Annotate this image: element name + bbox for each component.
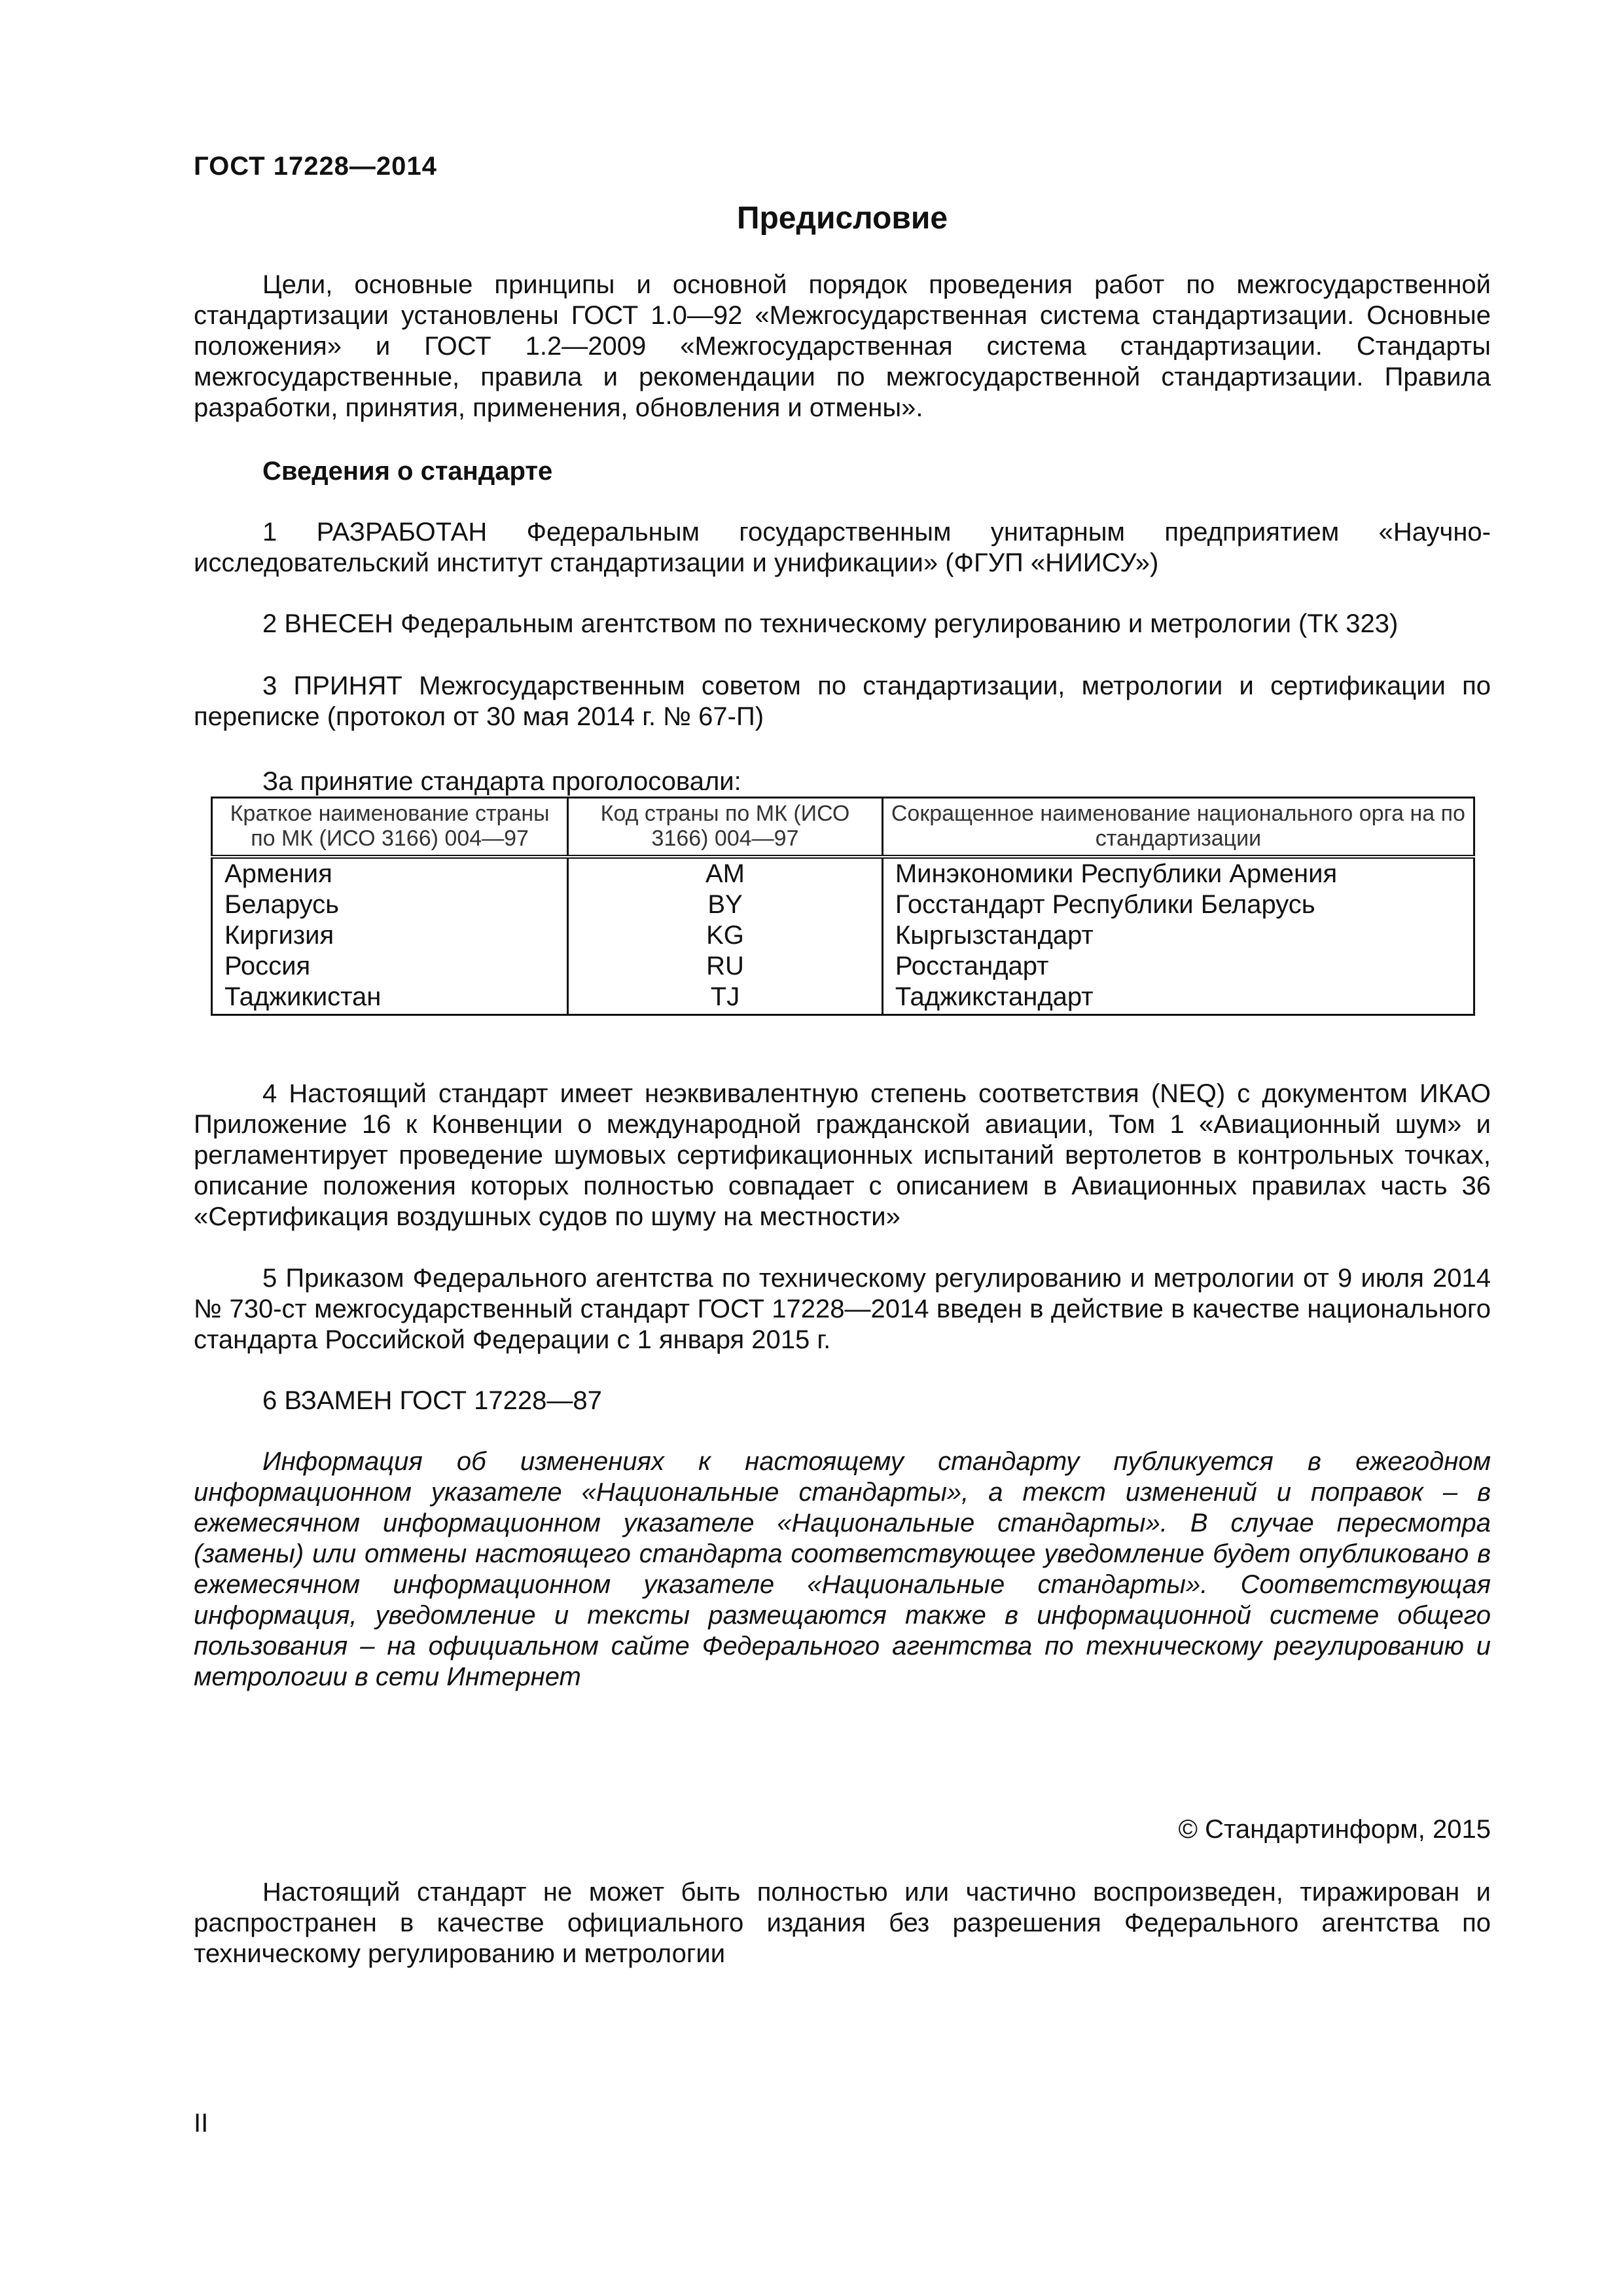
intro-paragraph: Цели, основные принципы и основной порядок проведения работ по межгосударственной стандартизации установлены ГОСТ 1.0—92 «Межгосударственная система стандартизации. Основные положения» и ГОСТ 1.2—2009 «Межгосударственная система стандартизации. Стандарты межгосударственные, правила и рекомендации по межгосударственной стандартизации. Правила разработки, принятия, применения, обновления и отмены». bbox=[194, 270, 1491, 422]
table-row bbox=[212, 889, 1474, 920]
country-code: AM bbox=[568, 857, 883, 889]
country-name: Россия bbox=[212, 951, 568, 982]
page-title: Предисловие bbox=[736, 201, 948, 236]
table-row bbox=[212, 920, 1474, 951]
item-developed: 1 РАЗРАБОТАН Федеральным государственным унитарным предприятием «Научно-исследовательский институт стандартизации и унификации» (ФГУП «НИИСУ») bbox=[194, 518, 1491, 577]
item-adopted: 3 ПРИНЯТ Межгосударственным советом по стандартизации, метрологии и сертификации по переписке (протокол от 30 мая 2014 г. № 67-П) bbox=[194, 672, 1491, 731]
vote-caption: За принятие стандарта проголосовали: bbox=[262, 767, 741, 796]
standards-body: Госстандарт Республики Беларусь bbox=[882, 889, 1474, 920]
country-name: Киргизия bbox=[212, 920, 568, 951]
copyright: © Стандартинформ, 2015 bbox=[1178, 1815, 1491, 1844]
header-country-name: Краткое наименование страны по МК (ИСО 3166) 004—97 bbox=[212, 798, 568, 857]
standards-body: Таджикстандарт bbox=[882, 982, 1474, 1015]
country-code: TJ bbox=[568, 982, 883, 1015]
country-code: RU bbox=[568, 951, 883, 982]
standard-info-heading: Сведения о стандарте bbox=[262, 457, 553, 486]
item-equivalence: 4 Настоящий стандарт имеет неэквивалентную степень соответствия (NEQ) с документом ИКАО Приложение 16 к Конвенции о международной гражданской авиации, Том 1 «Авиационный шум» и регламентирует проведение шумовых сертификационных испытаний вертолетов в контрольных точках, описание положения которых полностью совпадает с описанием в Авиационных правилах часть 36 «Сертификация воздушных судов по шуму на местности» bbox=[194, 1079, 1491, 1231]
standards-body: Минэкономики Республики Армения bbox=[882, 857, 1474, 889]
vote-table-header-row bbox=[212, 798, 1474, 857]
country-name: Таджикистан bbox=[212, 982, 568, 1015]
change-info-notice: Информация об изменениях к настоящему стандарту публикуется в ежегодном информационном указателе «Национальные стандарты», а текст изменений и поправок – в ежемесячном информационном указателе «Национальные стандарты». В случае пересмотра (замены) или отмены настоящего стандарта соответствующее уведомление будет опубликовано в ежемесячном информационном указателе «Национальные стандарты». Соответствующая информация, уведомление и тексты размещаются также в информационной системе общего пользования – на официальном сайте Федерального агентства по техническому регулированию и метрологии в сети Интернет bbox=[194, 1447, 1491, 1691]
document-code: ГОСТ 17228—2014 bbox=[194, 152, 437, 181]
item-replaces: 6 ВЗАМЕН ГОСТ 17228—87 bbox=[262, 1386, 602, 1415]
standards-body: Кыргызстандарт bbox=[882, 920, 1474, 951]
vote-table bbox=[211, 797, 1475, 1016]
standards-body: Росстандарт bbox=[882, 951, 1474, 982]
header-standards-body: Сокращенное наименование национального орга на по стандартизации bbox=[882, 798, 1474, 857]
header-country-code: Код страны по МК (ИСО 3166) 004—97 bbox=[568, 798, 883, 857]
table-row bbox=[212, 857, 1474, 889]
item-order: 5 Приказом Федерального агентства по техническому регулированию и метрологии от 9 июля 2014 № 730-ст межгосударственный стандарт ГОСТ 17228—2014 введен в действие в качестве национального стандарта Российской Федерации с 1 января 2015 г. bbox=[194, 1264, 1491, 1354]
country-name: Армения bbox=[212, 857, 568, 889]
page-number: II bbox=[194, 2109, 209, 2138]
country-name: Беларусь bbox=[212, 889, 568, 920]
country-code: BY bbox=[568, 889, 883, 920]
item-introduced: 2 ВНЕСЕН Федеральным агентством по техническому регулированию и метрологии (ТК 323) bbox=[262, 609, 1399, 638]
vote-table-wrapper bbox=[211, 797, 1475, 1016]
table-row bbox=[212, 951, 1474, 982]
country-code: KG bbox=[568, 920, 883, 951]
table-row bbox=[212, 982, 1474, 1015]
reproduction-notice: Настоящий стандарт не может быть полностью или частично воспроизведен, тиражирован и распространен в качестве официального издания без разрешения Федерального агентства по техническому регулированию и метрологии bbox=[194, 1878, 1491, 1968]
